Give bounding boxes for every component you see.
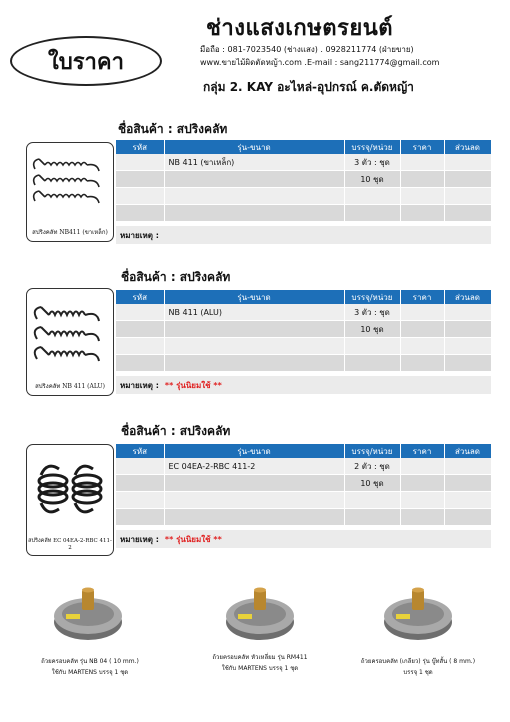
model-cell [164,475,344,492]
pack-cell [344,509,400,526]
header-model: รุ่น-ขนาด [164,140,344,154]
clutch-drum-icon [378,586,458,646]
table-row [116,205,491,222]
pack-cell: 3 ตัว : ชุด [344,304,400,321]
model-cell [164,188,344,205]
table-row [116,171,491,188]
pack-cell: 10 ชุด [344,321,400,338]
note-text: ** รุ่นนิยมใช้ ** [164,534,222,544]
product-1-caption-line2: ใช้กับ MARTENS บรรจุ 1 ชุด [51,669,129,676]
spring-icon [27,289,113,377]
table-row [116,188,491,205]
note-label: หมายเหตุ : [120,534,159,544]
price-list-badge: ใบราคา [10,36,162,86]
note-text: ** รุ่นนิยมใช้ ** [164,380,222,390]
contact-web-email: www.ขายไม้ผิดตัดหญ้า.com .E-mail : sang211774@gmail.com [200,58,440,67]
clutch-drum-image-3 [378,586,458,646]
model-cell [164,492,344,509]
section-3-title: ชื่อสินค้า : สปริงคลัท [121,424,231,438]
section-2-image [26,288,114,396]
table-header-row [116,444,491,458]
pack-cell [344,355,400,372]
pack-cell [344,205,400,222]
contact-phone: มือถือ : 081-7023540 (ช่างแสง) . 0928211774 (ฝ่ายขาย) [200,45,414,54]
header-discount: ส่วนลด [444,140,491,154]
section-3-note [116,530,491,548]
product-3-caption [348,656,488,678]
model-cell: NB 411 (ขาเหล็ก) [164,154,344,171]
header-discount: ส่วนลด [444,444,491,458]
product-2-caption-line2: ใช้กับ MARTENS บรรจุ 1 ชุด [221,665,299,672]
section-1-note [116,226,491,244]
section-3-price-table [116,444,492,526]
spring-coil-icon [27,445,113,535]
header-price: ราคา [400,444,444,458]
model-cell [164,205,344,222]
table-row [116,492,491,509]
header-model: รุ่น-ขนาด [164,290,344,304]
model-cell [164,321,344,338]
section-1-price-table [116,140,492,222]
pack-cell: 10 ชุด [344,475,400,492]
model-cell: NB 411 (ALU) [164,304,344,321]
model-cell [164,355,344,372]
shop-name: ช่างแสงเกษตรยนต์ [206,16,394,41]
table-row [116,338,491,355]
table-row [116,154,491,171]
table-row [116,458,491,475]
table-row [116,355,491,372]
section-1-image-caption: สปริงคลัท NB411 (ขาเหล็ก) [32,229,108,236]
section-2-image-caption: สปริงคลัท NB 411 (ALU) [35,383,105,390]
header-code: รหัส [116,444,164,458]
product-1-caption [20,656,160,678]
clutch-drum-image-1 [48,586,128,646]
header-discount: ส่วนลด [444,290,491,304]
clutch-drum-image-2 [220,586,300,646]
header-pack: บรรจุ/หน่วย [344,290,400,304]
note-label: หมายเหตุ : [120,380,159,390]
spring-icon [27,143,113,223]
model-cell [164,338,344,355]
pack-cell: 2 ตัว : ชุด [344,458,400,475]
section-2-price-table [116,290,492,372]
section-3-image-caption: สปริงคลัท EC 04EA-2-RBC 411-2 [28,538,112,551]
header-price: ราคา [400,140,444,154]
header-code: รหัส [116,140,164,154]
section-1-image [26,142,114,242]
table-row [116,304,491,321]
section-2-title: ชื่อสินค้า : สปริงคลัท [121,270,231,284]
model-cell: EC 04EA-2-RBC 411-2 [164,458,344,475]
pack-cell [344,338,400,355]
header-price: ราคา [400,290,444,304]
table-row [116,321,491,338]
header-code: รหัส [116,290,164,304]
model-cell [164,509,344,526]
clutch-drum-icon [48,586,128,646]
note-label: หมายเหตุ : [120,230,159,240]
product-2-caption [194,652,326,674]
pack-cell: 10 ชุด [344,171,400,188]
table-row [116,475,491,492]
section-3-image [26,444,114,556]
header-pack: บรรจุ/หน่วย [344,140,400,154]
table-header-row [116,290,491,304]
product-2-caption-line1: ถ้วยครอบคลัท หัวเหลี่ยม รุ่น RM411 [212,654,308,661]
pack-cell: 3 ตัว : ชุด [344,154,400,171]
group-title: กลุ่ม 2. KAY อะไหล่-อุปกรณ์ ค.ตัดหญ้า [203,80,414,94]
section-1-title: ชื่อสินค้า : สปริงคลัท [118,122,228,136]
pack-cell [344,188,400,205]
section-2-note [116,376,491,394]
pack-cell [344,492,400,509]
table-header-row [116,140,491,154]
product-3-caption-line1: ถ้วยครอบคลัท (เกลียว) รุ่น บู๊ทสั้น ( 8 mm.) [360,658,476,665]
clutch-drum-icon [220,586,300,646]
header-pack: บรรจุ/หน่วย [344,444,400,458]
table-row [116,509,491,526]
model-cell [164,171,344,188]
product-3-caption-line2: บรรจุ 1 ชุด [403,669,433,676]
header-model: รุ่น-ขนาด [164,444,344,458]
product-1-caption-line1: ถ้วยครอบคลัท รุ่น NB 04 ( 10 mm.) [41,658,139,665]
